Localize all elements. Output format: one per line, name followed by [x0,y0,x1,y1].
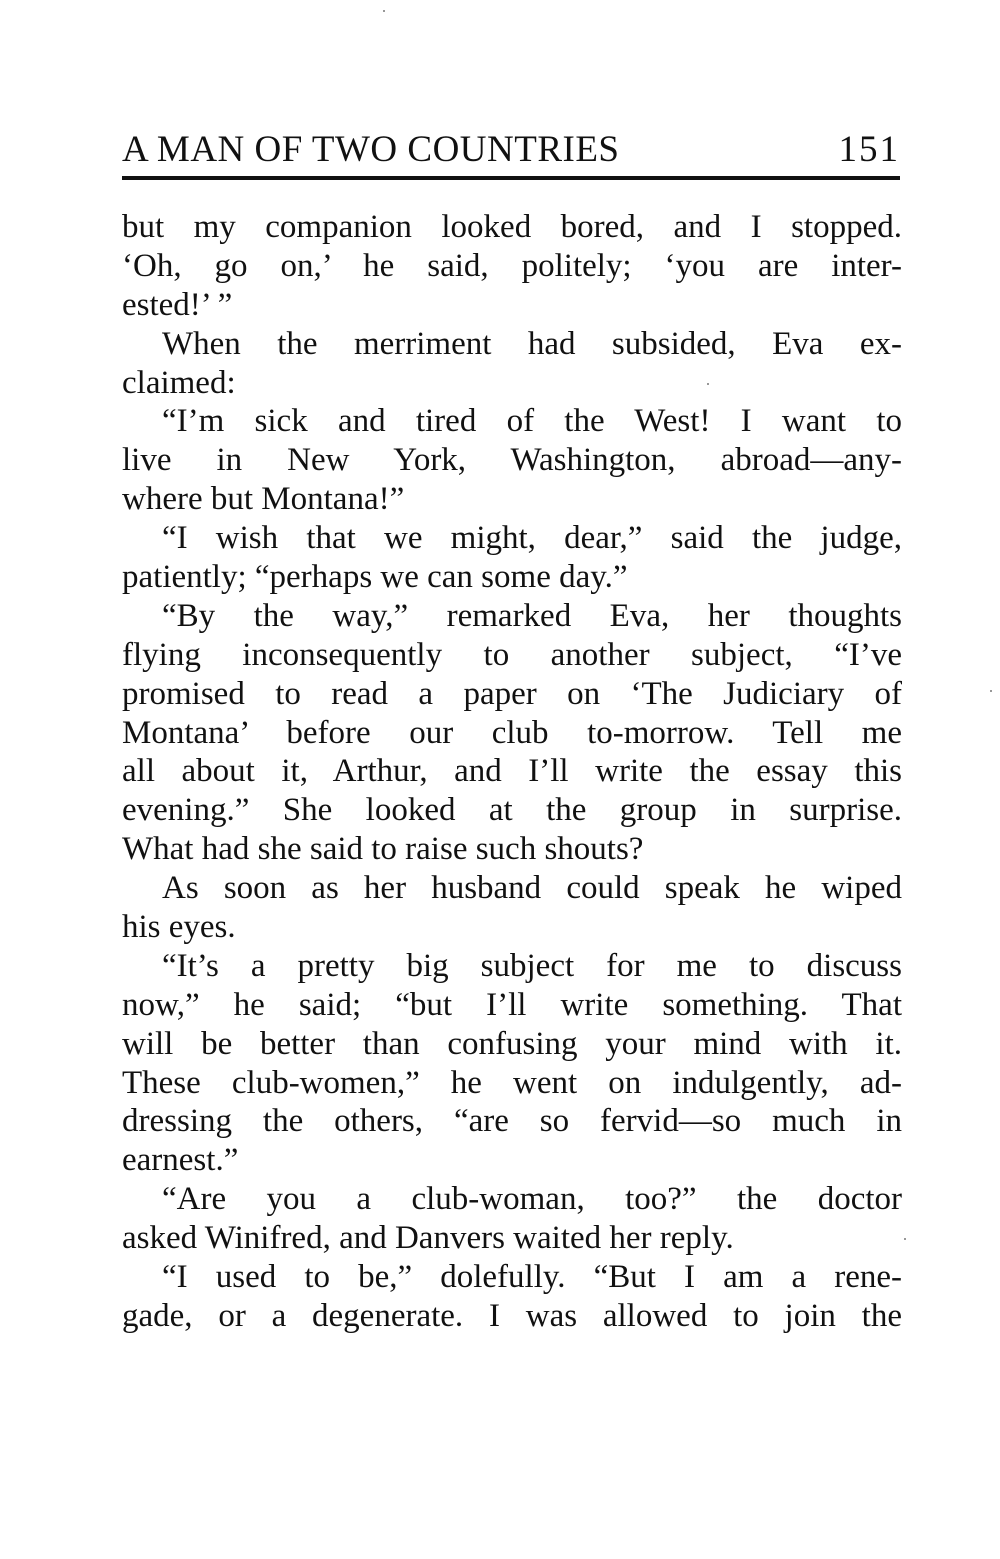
scan-speck [707,383,709,385]
text-line: Montana’ before our club to-morrow. Tell me [122,714,902,751]
text-line: “I’m sick and tired of the West! I want to [162,403,902,440]
text-line: ‘Oh, go on,’ he said, politely; ‘you are inter- [122,247,902,284]
body-text [122,208,902,1336]
text-line: live in New York, Washington, abroad—any- [122,442,902,479]
text-line: “It’s a pretty big subject for me to discuss [162,947,902,984]
running-head [122,128,900,174]
text-line: asked Winifred, and Danvers waited her reply. [122,1220,734,1257]
text-line: ested!’ ” [122,286,233,323]
scan-speck [904,1238,906,1240]
text-line: dressing the others, “are so fervid—so much in [122,1103,902,1140]
text-line: will be better than confusing your mind with it. [122,1025,902,1062]
text-line: patiently; “perhaps we can some day.” [122,559,628,596]
scan-speck [990,690,992,692]
text-line: all about it, Arthur, and I’ll write the essay this [122,753,902,790]
text-line: “I used to be,” dolefully. “But I am a rene- [162,1259,902,1296]
text-line: where but Montana!” [122,481,405,518]
text-line: flying inconsequently to another subject, “I’ve [122,636,902,673]
text-line: promised to read a paper on ‘The Judiciary of [122,675,902,712]
text-line: now,” he said; “but I’ll write something. That [122,986,902,1023]
text-line: As soon as her husband could speak he wiped [162,870,902,907]
running-title: A MAN OF TWO COUNTRIES [122,129,620,170]
text-line: but my companion looked bored, and I stopped. [122,209,902,245]
text-line: When the merriment had subsided, Eva ex- [162,325,902,362]
text-line: his eyes. [122,909,236,946]
text-line: evening.” She looked at the group in surprise. [122,792,902,829]
text-line: What had she said to raise such shouts? [122,831,644,868]
text-line: earnest.” [122,1142,239,1179]
header-rule [122,176,900,180]
page-number: 151 [838,129,900,170]
text-line: gade, or a degenerate. I was allowed to join the [122,1297,902,1334]
text-line: These club-women,” he went on indulgently, ad- [122,1064,902,1101]
text-line: “Are you a club-woman, too?” the doctor [162,1181,902,1218]
text-line: claimed: [122,364,236,401]
text-line: “I wish that we might, dear,” said the judge, [162,520,902,557]
scan-speck [383,10,385,12]
text-line: “By the way,” remarked Eva, her thoughts [162,597,902,634]
